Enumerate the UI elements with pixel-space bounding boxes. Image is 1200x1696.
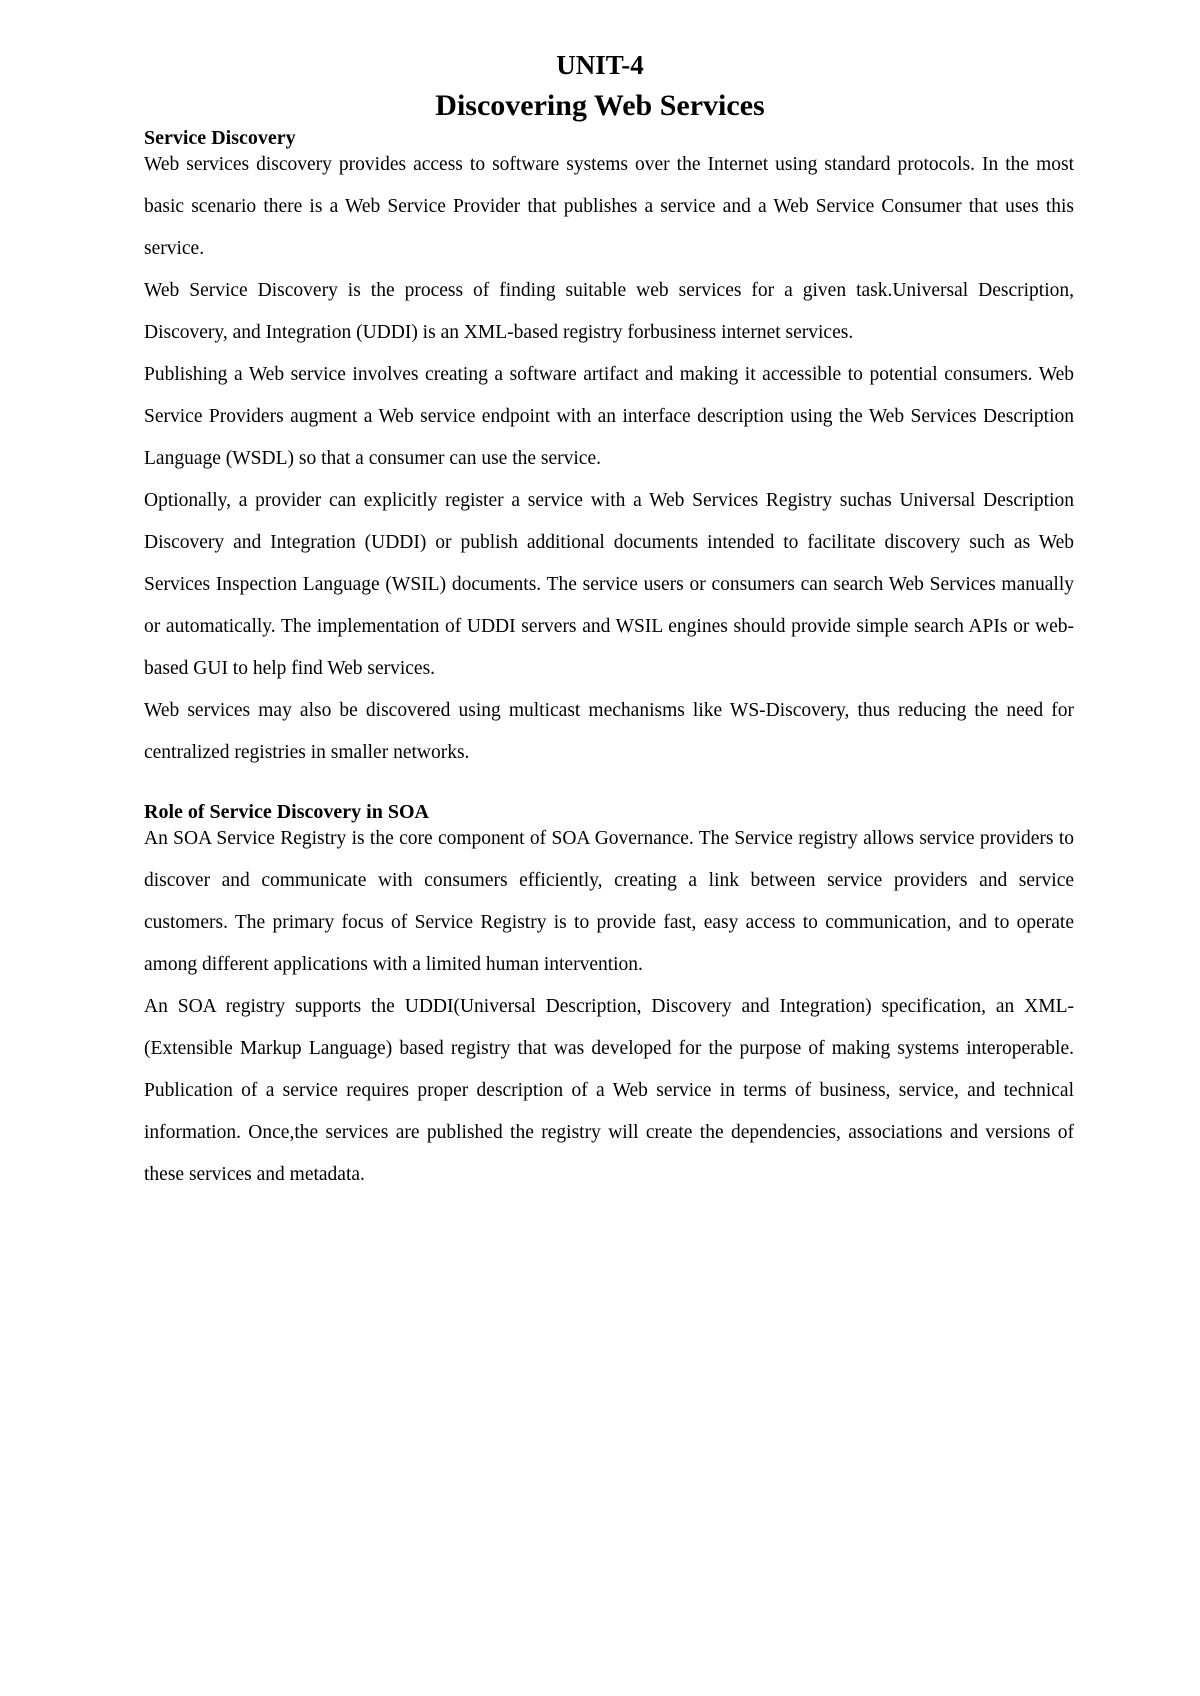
paragraph: Web services discovery provides access to software systems over the Internet using standard protocols. In the most basic scenario there is a Web Service Provider that publishes a service and a Web Service Consumer that uses this service. — [144, 154, 1074, 259]
page-title: Discovering Web Services — [435, 89, 765, 122]
paragraph: An SOA Service Registry is the core component of SOA Governance. The Service registry allows service providers to discover and communicate with consumers efficiently, creating a link between service providers and service customers. The primary focus of Service Registry is to provide fast, easy access to communication, and to operate among different applications with a limited human intervention. — [144, 828, 1074, 975]
section-heading: Role of Service Discovery in SOA — [144, 801, 429, 823]
paragraph: Web Service Discovery is the process of finding suitable web services for a given task.Universal Description, Discovery, and Integration (UDDI) is an XML-based registry forbusiness internet services. — [144, 280, 1074, 343]
unit-label: UNIT-4 — [556, 50, 644, 80]
paragraph: An SOA registry supports the UDDI(Universal Description, Discovery and Integration) specification, an XML- (Extensible Markup Language) based registry that was developed for the purpose of making systems interoperable. Publication of a service requires proper description of a Web service in terms of business, service, and technical information. Once,the services are published the registry will create the dependencies, associations and versions of these services and metadata. — [144, 996, 1074, 1185]
section-service-discovery — [144, 126, 1074, 774]
paragraph: Optionally, a provider can explicitly register a service with a Web Services Registry suchas Universal Description Discovery and Integration (UDDI) or publish additional documents intended to facilitate discovery such as Web Services Inspection Language (WSIL) documents. The service users or consumers can search Web Services manually or automatically. The implementation of UDDI servers and WSIL engines should provide simple search APIs or web-based GUI to help find Web services. — [144, 490, 1074, 679]
document-body — [144, 126, 1074, 1196]
section-heading: Service Discovery — [144, 127, 296, 149]
section-role-of-service-discovery — [144, 800, 1074, 1196]
paragraph: Web services may also be discovered using multicast mechanisms like WS-Discovery, thus reducing the need for centralized registries in smaller networks. — [144, 700, 1074, 763]
paragraph: Publishing a Web service involves creating a software artifact and making it accessible to potential consumers. Web Service Providers augment a Web service endpoint with an interface description using the Web Services Description Language (WSDL) so that a consumer can use the service. — [144, 364, 1074, 469]
